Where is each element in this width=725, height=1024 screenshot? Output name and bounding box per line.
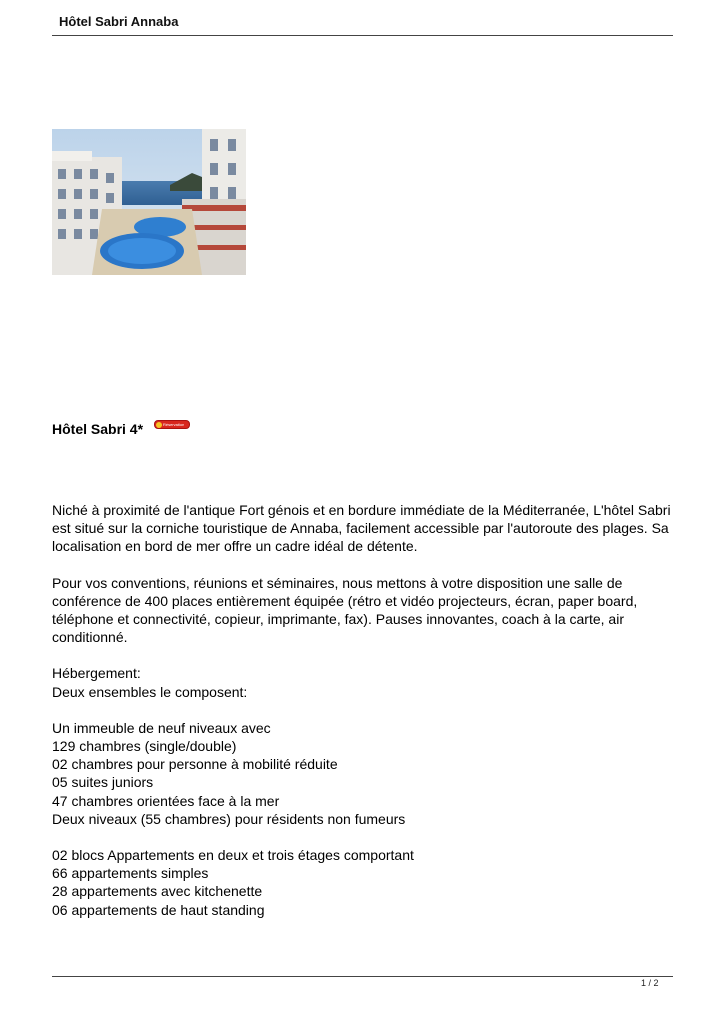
header-divider (52, 35, 673, 36)
list-item: 05 suites juniors (52, 774, 154, 791)
list-item: Un immeuble de neuf niveaux avec (52, 719, 271, 736)
page-header-title: Hôtel Sabri Annaba (59, 14, 179, 29)
accommodation-intro (52, 664, 677, 700)
footer-divider (52, 976, 673, 977)
reservation-icon (156, 422, 162, 428)
hotel-title: Hôtel Sabri 4* (52, 421, 144, 437)
reservation-label: Réservation (163, 422, 185, 427)
reservation-button[interactable] (154, 420, 190, 429)
list-item: 66 appartements simples (52, 865, 209, 882)
accommodation-heading: Hébergement: (52, 665, 141, 682)
building-list (52, 719, 677, 828)
hotel-photo (52, 129, 246, 275)
apartment-list (52, 846, 677, 919)
list-item: 129 chambres (single/double) (52, 738, 237, 755)
list-item: 06 appartements de haut standing (52, 901, 265, 918)
list-item: 47 chambres orientées face à la mer (52, 792, 280, 809)
list-item: 28 appartements avec kitchenette (52, 883, 263, 900)
list-item: Deux niveaux (55 chambres) pour résidents non fumeurs (52, 810, 406, 827)
conference-paragraph: Pour vos conventions, réunions et séminaires, nous mettons à votre disposition une salle de conférence de 400 places entièrement équipée (rétro et vidéo projecteurs, écran, paper board, téléphone et connectivité, copieur, imprimante, fax). Pauses innovantes, coach à la carte, air conditionné. (52, 574, 638, 646)
page-number: 1 / 2 (641, 978, 659, 988)
main-content (52, 501, 677, 937)
accommodation-subheading: Deux ensembles le composent: (52, 683, 248, 700)
list-item: 02 chambres pour personne à mobilité réduite (52, 756, 338, 773)
list-item: 02 blocs Appartements en deux et trois étages comportant (52, 847, 414, 864)
intro-paragraph: Niché à proximité de l'antique Fort génois et en bordure immédiate de la Méditerranée, L'hôtel Sabri est situé sur la corniche touristique de Annaba, facilement accessible par l'autoroute des plages. Sa localisation en bord de mer offre un cadre idéal de détente. (52, 502, 671, 555)
